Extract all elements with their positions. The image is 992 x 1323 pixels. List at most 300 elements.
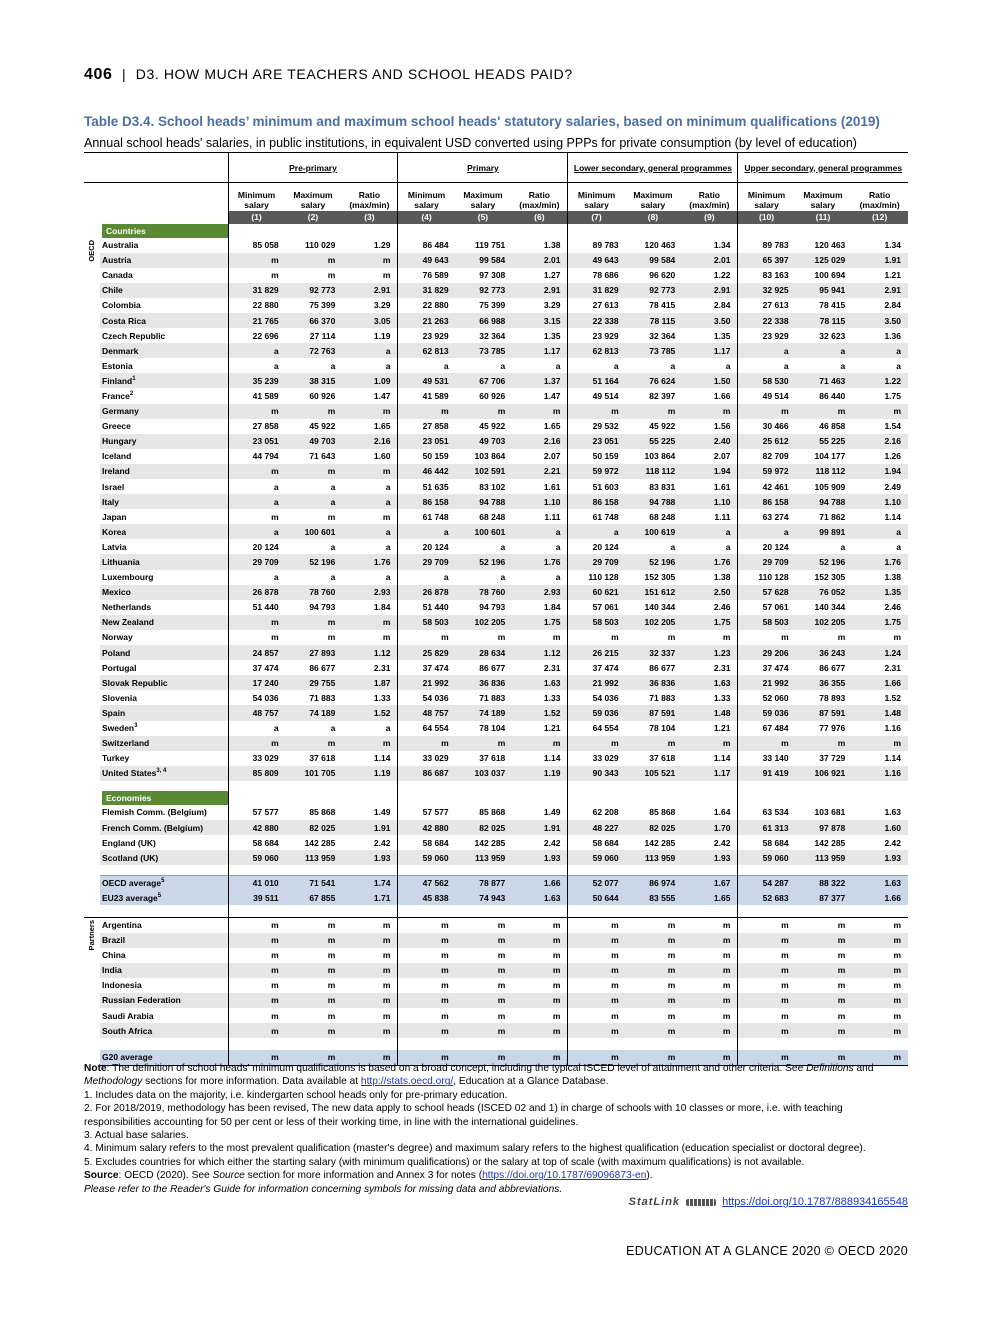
empty-cell — [100, 865, 228, 875]
side-cell — [84, 464, 100, 479]
table-cell: m — [795, 963, 852, 978]
table-cell: a — [285, 479, 342, 494]
table-cell: 86 484 — [398, 238, 455, 253]
side-cell — [84, 978, 100, 993]
table-cell: 74 189 — [285, 705, 342, 720]
row-name — [100, 585, 228, 600]
table-cell: 2.01 — [681, 253, 738, 268]
table-cell: 1.14 — [851, 509, 908, 524]
table-cell: m — [285, 1023, 342, 1038]
empty-cell — [568, 781, 625, 791]
row-footnote-ref: 3, 4 — [156, 768, 167, 775]
table-cell: 55 225 — [795, 434, 852, 449]
row-name — [100, 993, 228, 1008]
table-row — [84, 630, 908, 645]
table-cell: m — [851, 1050, 908, 1065]
row-name-text: India — [102, 965, 122, 976]
table-cell: 29 206 — [738, 645, 795, 660]
row-name-text: Korea — [102, 526, 127, 537]
table-cell: a — [851, 539, 908, 554]
table-cell: 31 829 — [398, 283, 455, 298]
note-item-5: 5. Excludes countries for which either the starting salary (with minimum qualifications) or the salary at top of scale (with maximum qualifications) is not available. — [84, 1156, 805, 1168]
table-cell: m — [681, 978, 738, 993]
column-number: (8) — [625, 211, 682, 224]
empty-cell — [455, 865, 512, 875]
note-item-2: 2. For 2018/2019, methodology has been revised, The new data apply to school heads (ISCED 02 and 1) in charge of schools with 10 classes or more, i.e. with teaching responsibilities accounting for 50 per cent or less of their working time, in line with the international guidelines. — [84, 1103, 843, 1128]
table-cell: 2.31 — [341, 660, 398, 675]
table-cell: m — [285, 948, 342, 963]
table-cell: 82 709 — [738, 449, 795, 464]
table-cell: 99 584 — [625, 253, 682, 268]
table-cell: a — [851, 343, 908, 358]
table-cell: 3.50 — [681, 313, 738, 328]
table-cell: 20 124 — [738, 539, 795, 554]
table-cell: 77 976 — [795, 721, 852, 736]
table-cell: 71 463 — [795, 373, 852, 388]
table-cell: 103 681 — [795, 805, 852, 820]
empty-cell — [625, 905, 682, 917]
table-cell: 113 959 — [625, 850, 682, 865]
row-name-text: Slovenia — [102, 692, 137, 703]
table-cell: 1.22 — [681, 268, 738, 283]
table-cell: 78 877 — [455, 875, 512, 890]
table-cell: 78 104 — [455, 721, 512, 736]
table-cell: a — [341, 524, 398, 539]
table-cell: m — [681, 993, 738, 1008]
empty-cell — [100, 905, 228, 917]
table-cell: m — [568, 1050, 625, 1065]
table-cell: 39 511 — [228, 890, 285, 905]
side-cell — [84, 791, 100, 805]
empty-cell — [398, 865, 455, 875]
table-cell: 1.76 — [341, 554, 398, 569]
table-cell: 51 603 — [568, 479, 625, 494]
table-cell: 1.38 — [511, 238, 568, 253]
note-paragraph — [84, 1062, 908, 1089]
table-cell: 2.16 — [851, 434, 908, 449]
table-cell: m — [398, 933, 455, 948]
table-cell: 49 703 — [455, 434, 512, 449]
table-cell: m — [285, 978, 342, 993]
table-cell: 73 785 — [455, 343, 512, 358]
table-cell: 87 591 — [625, 705, 682, 720]
row-name — [100, 721, 228, 736]
row-name — [100, 554, 228, 569]
table-cell: 37 618 — [455, 751, 512, 766]
page-header — [84, 66, 573, 84]
row-name-text: Saudi Arabia — [102, 1010, 154, 1021]
table-cell: 86 677 — [795, 660, 852, 675]
side-cell — [84, 343, 100, 358]
row-name — [100, 358, 228, 373]
table-cell: m — [681, 1050, 738, 1065]
table-notes — [84, 1062, 908, 1196]
table-row — [84, 850, 908, 865]
table-cell: 42 461 — [738, 479, 795, 494]
table-cell: 1.33 — [341, 690, 398, 705]
table-cell: 54 036 — [228, 690, 285, 705]
table-cell: 1.91 — [341, 820, 398, 835]
row-name-text: Greece — [102, 421, 131, 432]
table-cell: 48 757 — [228, 705, 285, 720]
row-name-text: England (UK) — [102, 837, 156, 848]
table-cell: 102 205 — [625, 615, 682, 630]
table-row — [84, 948, 908, 963]
table-cell: 2.42 — [341, 835, 398, 850]
table-cell: 1.35 — [681, 328, 738, 343]
table-cell: 52 196 — [455, 554, 512, 569]
row-name — [100, 736, 228, 751]
table-cell: 105 521 — [625, 766, 682, 781]
table-cell: a — [625, 358, 682, 373]
side-cell — [84, 494, 100, 509]
table-cell: 102 205 — [795, 615, 852, 630]
table-cell: m — [285, 993, 342, 1008]
table-cell: 1.48 — [681, 705, 738, 720]
table-cell: 36 836 — [455, 675, 512, 690]
table-cell: 97 878 — [795, 820, 852, 835]
empty-cell — [851, 224, 908, 238]
spacer-row — [84, 865, 908, 875]
empty-cell — [568, 905, 625, 917]
table-cell: 30 466 — [738, 419, 795, 434]
table-cell: 1.11 — [511, 509, 568, 524]
table-cell: 103 864 — [455, 449, 512, 464]
table-cell: m — [568, 630, 625, 645]
table-cell: 1.10 — [681, 494, 738, 509]
table-cell: m — [851, 993, 908, 1008]
table-cell: 63 534 — [738, 805, 795, 820]
empty-cell — [511, 865, 568, 875]
table-cell: m — [625, 404, 682, 419]
row-name — [100, 890, 228, 905]
table-cell: 27 613 — [568, 298, 625, 313]
table-cell: m — [738, 978, 795, 993]
row-name — [100, 388, 228, 403]
table-cell: 23 051 — [398, 434, 455, 449]
empty-cell — [681, 791, 738, 805]
table-cell: 1.93 — [681, 850, 738, 865]
table-cell: 51 440 — [228, 600, 285, 615]
table-cell: m — [285, 1050, 342, 1065]
side-cell — [84, 570, 100, 585]
row-name-text: Japan — [102, 511, 127, 522]
table-cell: 1.22 — [851, 373, 908, 388]
table-cell: 26 878 — [228, 585, 285, 600]
row-name-text: Canada — [102, 270, 133, 281]
table-cell: 46 858 — [795, 419, 852, 434]
header-blank — [84, 211, 228, 224]
table-cell: m — [228, 993, 285, 1008]
table-cell: a — [341, 721, 398, 736]
table-cell: 57 577 — [228, 805, 285, 820]
group-header — [228, 153, 398, 183]
table-cell: m — [341, 268, 398, 283]
row-name-text: Hungary — [102, 436, 137, 447]
table-cell: 1.24 — [851, 645, 908, 660]
empty-cell — [795, 905, 852, 917]
table-cell: 1.63 — [681, 675, 738, 690]
table-cell: 28 634 — [455, 645, 512, 660]
table-cell: 45 922 — [455, 419, 512, 434]
table-cell: m — [795, 736, 852, 751]
table-cell: 58 503 — [398, 615, 455, 630]
row-name-text: Spain — [102, 707, 126, 718]
table-cell: 29 709 — [568, 554, 625, 569]
row-name — [100, 524, 228, 539]
table-cell: 1.65 — [511, 419, 568, 434]
table-cell: 1.50 — [681, 373, 738, 388]
table-cell: 82 025 — [455, 820, 512, 835]
table-cell: m — [851, 404, 908, 419]
table-cell: 1.36 — [851, 328, 908, 343]
table-cell: m — [455, 978, 512, 993]
table-cell: a — [228, 494, 285, 509]
table-cell: 32 623 — [795, 328, 852, 343]
note-text-2: sections for more information. Data available at — [142, 1076, 361, 1088]
table-cell: 1.60 — [851, 820, 908, 835]
table-cell: m — [341, 1008, 398, 1023]
row-name — [100, 766, 228, 781]
table-cell: a — [568, 524, 625, 539]
spacer-row — [84, 1038, 908, 1050]
table-cell: m — [568, 917, 625, 932]
table-cell: 52 196 — [795, 554, 852, 569]
empty-cell — [511, 791, 568, 805]
table-cell: 1.76 — [851, 554, 908, 569]
empty-cell — [795, 781, 852, 791]
table-cell: 103 864 — [625, 449, 682, 464]
empty-cell — [398, 781, 455, 791]
table-cell: 1.38 — [851, 570, 908, 585]
table-row — [84, 449, 908, 464]
table-cell: 82 025 — [285, 820, 342, 835]
table-cell: m — [795, 1023, 852, 1038]
table-cell: 140 344 — [625, 600, 682, 615]
table-cell: m — [851, 630, 908, 645]
table-cell: 72 763 — [285, 343, 342, 358]
empty-cell — [795, 224, 852, 238]
row-name-text: Ireland — [102, 466, 130, 477]
table-cell: 1.74 — [341, 875, 398, 890]
column-subheader: Minimum salary — [228, 183, 285, 211]
table-cell: m — [851, 1008, 908, 1023]
table-cell: 26 878 — [398, 585, 455, 600]
table-cell: m — [228, 615, 285, 630]
column-number: (4) — [398, 211, 455, 224]
row-name — [100, 615, 228, 630]
side-cell — [84, 388, 100, 403]
table-cell: 71 541 — [285, 875, 342, 890]
empty-cell — [285, 781, 342, 791]
table-cell: 52 060 — [738, 690, 795, 705]
table-cell: 61 313 — [738, 820, 795, 835]
side-cell — [84, 539, 100, 554]
table-cell: m — [228, 464, 285, 479]
empty-cell — [285, 791, 342, 805]
table-cell: a — [341, 358, 398, 373]
side-cell — [84, 600, 100, 615]
table-cell: 1.65 — [681, 890, 738, 905]
table-cell: 29 709 — [228, 554, 285, 569]
table-cell: m — [568, 963, 625, 978]
table-cell: 94 788 — [795, 494, 852, 509]
table-row — [84, 479, 908, 494]
row-name — [100, 419, 228, 434]
table-row — [84, 404, 908, 419]
table-cell: m — [568, 404, 625, 419]
table-cell: a — [228, 570, 285, 585]
source-text-3: ). — [646, 1170, 653, 1182]
table-cell: 82 397 — [625, 388, 682, 403]
table-row — [84, 890, 908, 905]
table-row — [84, 933, 908, 948]
empty-cell — [568, 1038, 625, 1050]
table-cell: 86 440 — [795, 388, 852, 403]
table-cell: 42 880 — [228, 820, 285, 835]
table-cell: 1.66 — [851, 890, 908, 905]
table-cell: m — [398, 1023, 455, 1038]
table-cell: 76 589 — [398, 268, 455, 283]
table-cell: 142 285 — [455, 835, 512, 850]
table-cell: m — [625, 963, 682, 978]
table-cell: m — [795, 933, 852, 948]
row-name-text: Austria — [102, 255, 132, 266]
empty-cell — [455, 905, 512, 917]
row-footnote-ref: 5 — [161, 878, 165, 885]
table-cell: m — [398, 1008, 455, 1023]
row-name-text: Norway — [102, 632, 133, 643]
page-footer: EDUCATION AT A GLANCE 2020 © OECD 2020 — [626, 1244, 908, 1258]
table-cell: a — [851, 358, 908, 373]
row-name — [100, 449, 228, 464]
column-number: (11) — [795, 211, 852, 224]
table-cell: 23 929 — [568, 328, 625, 343]
table-cell: m — [625, 630, 682, 645]
table-cell: m — [455, 993, 512, 1008]
table-row — [84, 570, 908, 585]
table-cell: 74 943 — [455, 890, 512, 905]
table-cell: 140 344 — [795, 600, 852, 615]
table-cell: a — [738, 524, 795, 539]
note-and: and — [853, 1063, 874, 1074]
header-number-row — [84, 211, 908, 224]
salary-table-container — [84, 152, 908, 1066]
table-cell: m — [568, 1008, 625, 1023]
table-cell: 2.16 — [341, 434, 398, 449]
table-cell: 120 463 — [625, 238, 682, 253]
empty-cell — [681, 224, 738, 238]
table-cell: 1.61 — [681, 479, 738, 494]
table-cell: m — [681, 1023, 738, 1038]
table-cell: 57 577 — [398, 805, 455, 820]
stats-oecd-link[interactable]: http://stats.oecd.org/ — [360, 1076, 454, 1088]
empty-cell — [511, 905, 568, 917]
table-row — [84, 539, 908, 554]
table-cell: 100 694 — [795, 268, 852, 283]
row-name-text: Scotland (UK) — [102, 852, 159, 863]
table-cell: 74 189 — [455, 705, 512, 720]
table-cell: 85 809 — [228, 766, 285, 781]
table-cell: 37 618 — [285, 751, 342, 766]
table-row — [84, 963, 908, 978]
table-cell: 1.64 — [681, 805, 738, 820]
table-cell: 1.12 — [511, 645, 568, 660]
row-name — [100, 933, 228, 948]
table-cell: 87 591 — [795, 705, 852, 720]
table-cell: 119 751 — [455, 238, 512, 253]
table-cell: 22 338 — [738, 313, 795, 328]
table-cell: 2.46 — [851, 600, 908, 615]
table-cell: 1.70 — [681, 820, 738, 835]
table-cell: m — [341, 978, 398, 993]
row-name-text: Sweden — [102, 723, 135, 734]
table-cell: 113 959 — [285, 850, 342, 865]
row-name — [100, 343, 228, 358]
empty-cell — [738, 791, 795, 805]
table-cell: m — [341, 933, 398, 948]
row-name-text: Slovak Republic — [102, 677, 168, 688]
group-header-label: Primary — [467, 162, 499, 173]
row-name-text: Switzerland — [102, 738, 150, 749]
table-cell: 86 677 — [455, 660, 512, 675]
table-cell: a — [228, 721, 285, 736]
table-cell: m — [341, 993, 398, 1008]
column-subheader: Minimum salary — [398, 183, 455, 211]
table-cell: 57 628 — [738, 585, 795, 600]
side-cell — [84, 449, 100, 464]
table-subtitle: Annual school heads' salaries, in public institutions, in equivalent USD converted using PPPs for private consumption (by level of education) — [84, 136, 857, 150]
table-cell: m — [795, 917, 852, 932]
table-cell: 62 208 — [568, 805, 625, 820]
table-cell: 36 836 — [625, 675, 682, 690]
table-cell: m — [285, 736, 342, 751]
table-cell: 99 584 — [455, 253, 512, 268]
table-cell: 65 397 — [738, 253, 795, 268]
table-cell: m — [795, 1050, 852, 1065]
table-cell: 97 308 — [455, 268, 512, 283]
table-cell: m — [795, 404, 852, 419]
table-cell: 3.29 — [511, 298, 568, 313]
table-cell: m — [341, 917, 398, 932]
row-name — [100, 1008, 228, 1023]
group-header-label: Upper secondary, general programmes — [744, 162, 903, 173]
row-name — [100, 917, 228, 932]
empty-cell — [851, 905, 908, 917]
statlink-url[interactable]: https://doi.org/10.1787/888934165548 — [722, 1196, 908, 1208]
empty-cell — [795, 865, 852, 875]
table-cell: 67 855 — [285, 890, 342, 905]
table-cell: 2.07 — [511, 449, 568, 464]
table-cell: 49 531 — [398, 373, 455, 388]
table-cell: m — [795, 993, 852, 1008]
empty-cell — [851, 791, 908, 805]
empty-cell — [738, 865, 795, 875]
table-cell: 76 052 — [795, 585, 852, 600]
source-doi-link[interactable]: https://doi.org/10.1787/69096873-en — [482, 1170, 647, 1182]
table-cell: m — [625, 948, 682, 963]
source-text-2: section for more information and Annex 3 for notes ( — [244, 1170, 483, 1182]
table-cell: 83 555 — [625, 890, 682, 905]
table-cell: 1.48 — [851, 705, 908, 720]
empty-cell — [455, 781, 512, 791]
table-cell: 106 921 — [795, 766, 852, 781]
table-cell: 78 115 — [795, 313, 852, 328]
table-cell: m — [455, 917, 512, 932]
table-cell: 1.09 — [341, 373, 398, 388]
table-cell: 22 338 — [568, 313, 625, 328]
table-cell: a — [511, 539, 568, 554]
